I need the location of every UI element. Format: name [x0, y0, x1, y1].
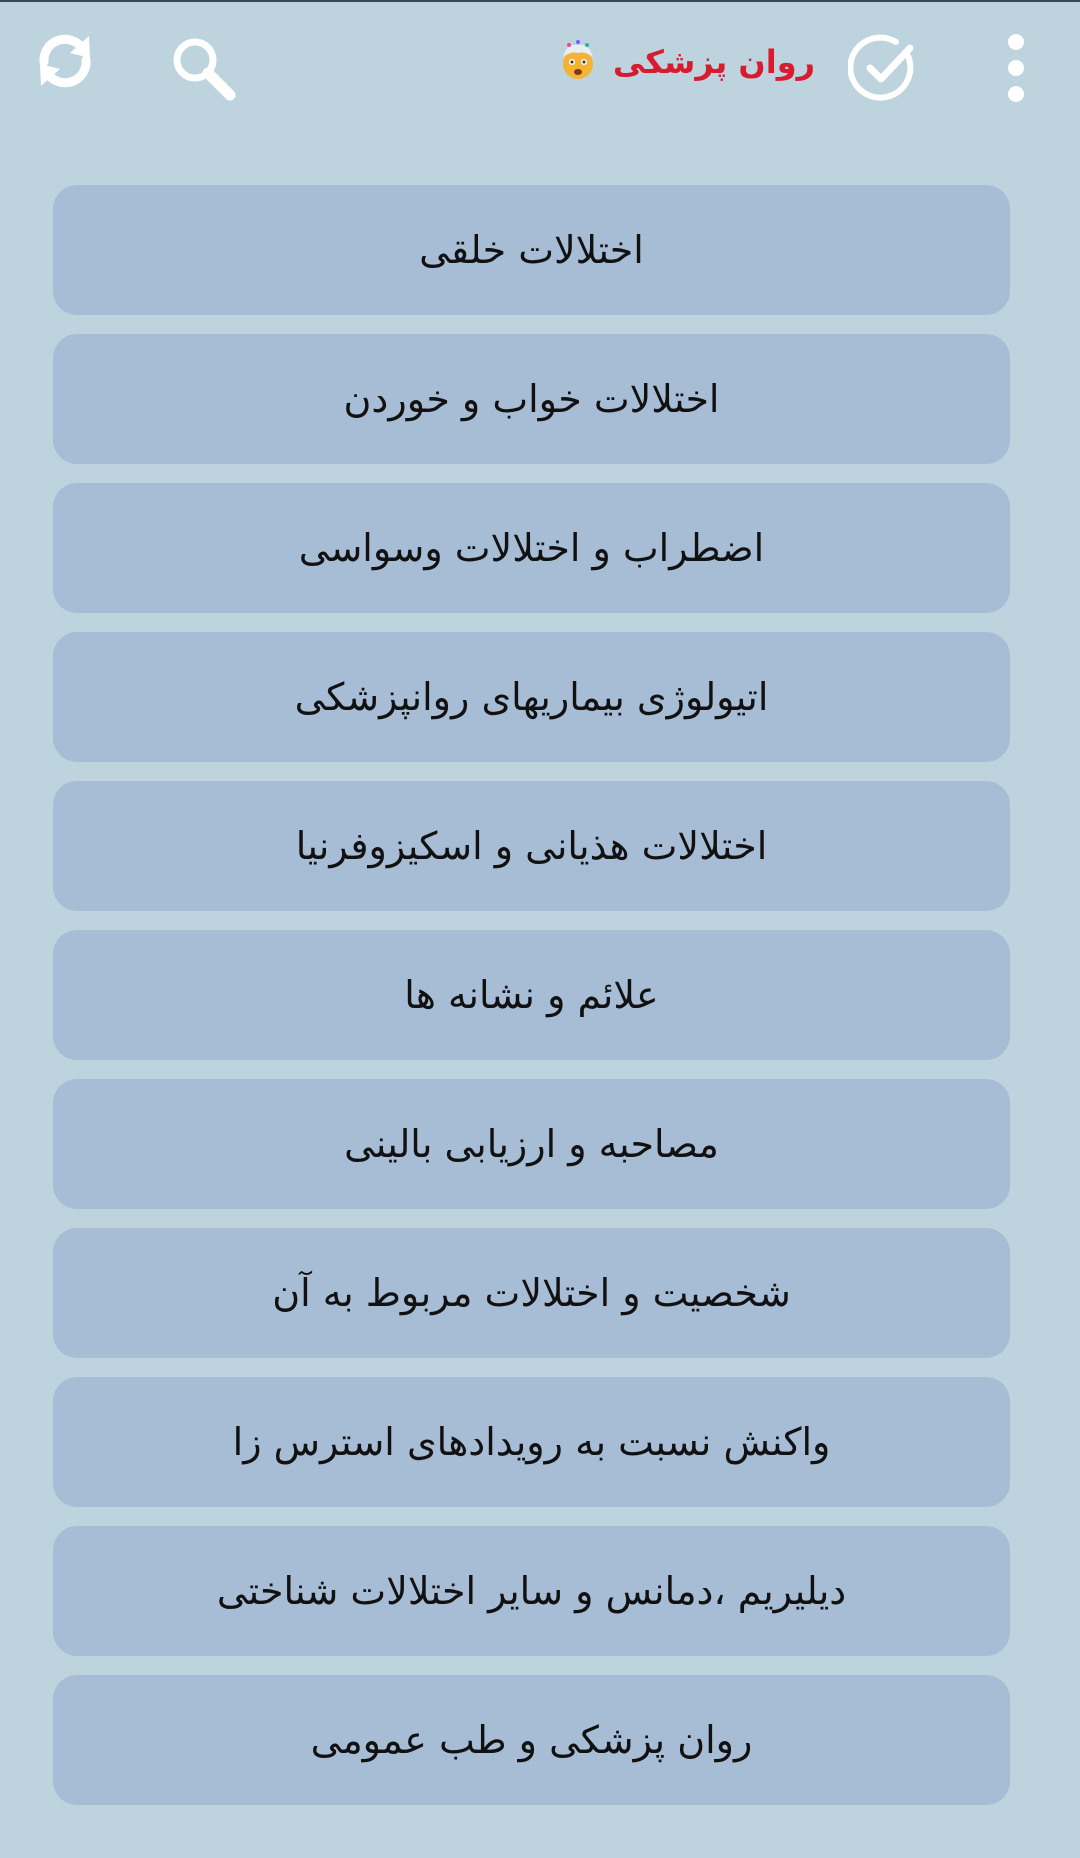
- exploding-head-emoji: [557, 39, 599, 85]
- category-button-sleep-eating[interactable]: [53, 334, 1010, 464]
- category-label: علائم و نشانه ها: [404, 973, 659, 1017]
- category-label: اختلالات خلقی: [419, 228, 644, 272]
- more-vertical-icon[interactable]: [996, 30, 1036, 106]
- category-label: دیلیریم ،دمانس و سایر اختلالات شناختی: [216, 1569, 847, 1613]
- app-title: روان پزشکی: [612, 43, 815, 81]
- category-button-stress-reactions[interactable]: [53, 1377, 1010, 1507]
- top-divider: [0, 0, 1080, 2]
- category-button-delusional-schizophrenia[interactable]: [53, 781, 1010, 911]
- category-label: اضطراب و اختلالات وسواسی: [298, 526, 765, 570]
- category-label: شخصیت و اختلالات مربوط به آن: [272, 1271, 791, 1315]
- category-label: اتیولوژی بیماریهای روانپزشکی: [294, 675, 769, 719]
- category-label: اختلالات خواب و خوردن: [343, 377, 720, 421]
- app-bar: [0, 0, 1080, 140]
- category-button-signs-symptoms[interactable]: [53, 930, 1010, 1060]
- category-button-cognitive-disorders[interactable]: [53, 1526, 1010, 1656]
- check-circle-icon[interactable]: [846, 30, 922, 106]
- category-label: روان پزشکی و طب عمومی: [310, 1718, 753, 1762]
- refresh-icon[interactable]: [28, 24, 102, 98]
- category-label: اختلالات هذیانی و اسکیزوفرنیا: [295, 824, 768, 868]
- search-icon[interactable]: [165, 30, 241, 106]
- app-title-group: [557, 30, 815, 94]
- category-list: [53, 185, 1010, 1824]
- category-button-personality-disorders[interactable]: [53, 1228, 1010, 1358]
- category-label: واکنش نسبت به رویدادهای استرس زا: [232, 1420, 831, 1464]
- category-button-etiology[interactable]: [53, 632, 1010, 762]
- category-button-mood-disorders[interactable]: [53, 185, 1010, 315]
- category-label: مصاحبه و ارزیابی بالینی: [344, 1122, 719, 1166]
- category-button-anxiety-ocd[interactable]: [53, 483, 1010, 613]
- category-button-clinical-interview[interactable]: [53, 1079, 1010, 1209]
- category-button-psychiatry-general-medicine[interactable]: [53, 1675, 1010, 1805]
